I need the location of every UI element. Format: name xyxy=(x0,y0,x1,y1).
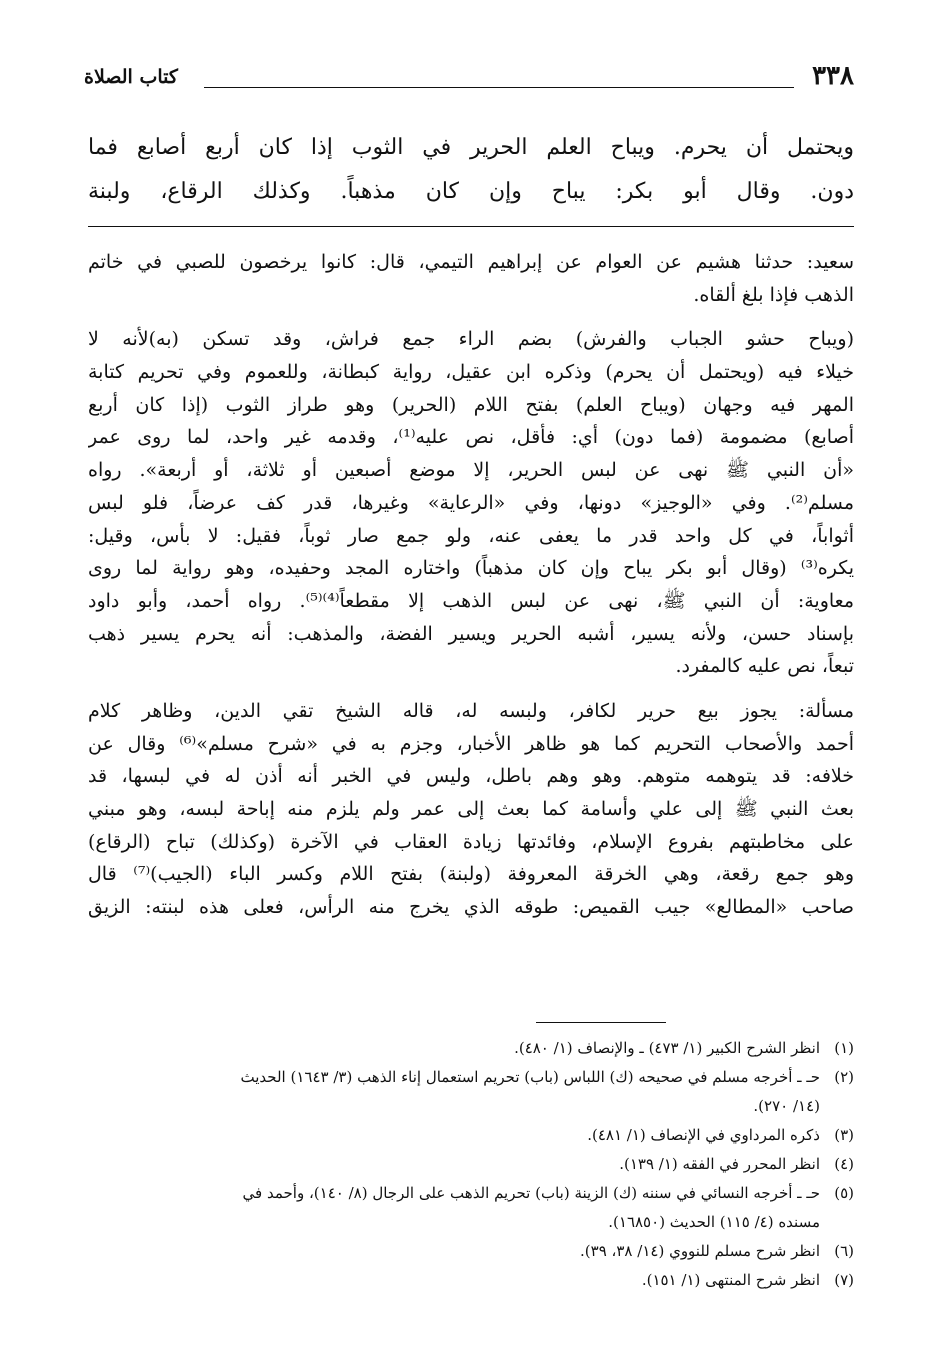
footnote xyxy=(88,1237,854,1266)
main-text-line: دون. وقال أبو بكر: يباح وإن كان مذهباً. وكذلك الرقاع، ولبنة xyxy=(88,179,854,204)
commentary-line: أثواباً، في كل واحد قدر ما يعفى عنه، ولو جمع صار ثوباً، فقيل: لا بأس، وقيل: xyxy=(88,524,854,547)
running-header xyxy=(84,60,854,94)
commentary-line: مسلم⁽²⁾. وفي «الوجيز» دونها، وفي «الرعاية» وغيرها، قدر كف عرضاً، فلو لبس xyxy=(88,491,854,514)
commentary-line: المهر فيه وجهان (ويباح العلم) بفتح اللام (الحرير) وهو طراز الثوب (إذا كان أربع xyxy=(88,393,854,416)
footnote xyxy=(88,1150,854,1179)
footnote-number: (٥) xyxy=(834,1184,854,1202)
footnote-text: انظر الشرح الكبير (١/ ٤٧٣) ـ والإنصاف (١/ ٤٨٠). xyxy=(514,1039,820,1057)
commentary-line: الذهب فإذا بلغ ألقاه. xyxy=(693,283,854,306)
commentary-line: بإسناد حسن، ولأنه يسير، أشبه الحرير ويسير الفضة، والمذهب: أنه يحرم يسير ذهب xyxy=(88,622,854,645)
footnote-text: ذكره المرداوي في الإنصاف (١/ ٤٨١). xyxy=(587,1126,820,1144)
footnote-text: انظر المحرر في الفقه (١/ ١٣٩). xyxy=(619,1155,820,1173)
footnote-text: مسنده (٤/ ١١٥) الحديث (١٦٨٥٠). xyxy=(608,1213,820,1231)
commentary-line: على مخاطبتهم بفروع الإسلام، وفائدتها زيادة العقاب في الآخرة (وكذلك) تباح (الرقاع) xyxy=(88,830,854,853)
commentary-line: خلافه: قد يتوهمه متوهم. وهو وهم باطل، وليس في الخبر أنه أذن له في لبسها، قد xyxy=(88,765,854,788)
footnote xyxy=(88,1266,854,1295)
commentary-line: وهو جمع رقعة، وهي الخرقة المعروفة (ولبنة) بفتح اللام وكسر الباء (الجيب)⁽⁷⁾ قال xyxy=(88,863,854,886)
footnote-number: (١) xyxy=(834,1039,854,1057)
commentary-line: أحمد والأصحاب التحريم كما هو ظاهر الأخبار، وجزم به في «شرح مسلم»⁽⁶⁾ وقال عن xyxy=(88,732,854,755)
commentary-line: صاحب «المطالع» جيب القميص: طوقه الذي يخرج منه الرأس، فعلى هذه لبنته: الزيق xyxy=(88,896,854,919)
main-text-line: ويحتمل أن يحرم. ويباح العلم الحرير في الثوب إذا كان أربع أصابع فما xyxy=(88,135,854,160)
commentary-line: خيلاء فيه (ويحتمل أن يحرم) وذكره ابن عقيل، رواية كبطانة، وللعموم وفي تحريم كتابة xyxy=(88,361,854,384)
footnote-number: (٢) xyxy=(834,1068,854,1086)
commentary-line: «أن النبي ﷺ نهى عن لبس الحرير، إلا موضع أصبعين أو ثلاثة، أو أربعة». رواه xyxy=(88,459,854,482)
commentary-line: تبعاً، نص عليه كالمفرد. xyxy=(675,655,854,678)
footnote xyxy=(88,1121,854,1150)
commentary-line: بعث النبي ﷺ إلى علي وأسامة كما بعث إلى عمر ولم يلزم منه إباحة لبسه، وهو مبني xyxy=(88,798,854,820)
commentary-line: (ويباح حشو الجباب والفرش) بضم الراء جمع فراش، وقد تسكن (به)لأنه لا xyxy=(88,328,854,351)
commentary-line: أصابع) مضمومة (فما دون) أي: فأقل، نص عليه⁽¹⁾، وقدمه غير واحد، لما روى عمر xyxy=(88,426,854,449)
footnotes xyxy=(88,1034,854,1295)
main-text xyxy=(88,126,854,214)
page-number: ٣٣٨ xyxy=(812,61,854,91)
commentary-line: معاوية: أن النبي ﷺ، نهى عن لبس الذهب إلا مقطعاً⁽⁴⁾⁽⁵⁾. رواه أحمد، وأبو داود xyxy=(88,589,854,612)
commentary-separator xyxy=(88,226,854,227)
footnote-separator xyxy=(536,1022,666,1023)
footnote-text: (١٤/ ٢٧٠). xyxy=(753,1097,820,1115)
footnote-text: حـ ـ أخرجه مسلم في صحيحه (ك) اللباس (باب) تحريم استعمال إناء الذهب (٣/ ١٦٤٣) الحديث xyxy=(240,1068,820,1086)
footnote-number: (٤) xyxy=(834,1155,854,1173)
footnote xyxy=(88,1063,854,1121)
footnote-number: (٦) xyxy=(834,1242,854,1260)
commentary-line: مسألة: يجوز بيع حرير لكافر، ولبسه له، قاله الشيخ تقي الدين، وظاهر كلام xyxy=(88,699,854,722)
commentary-line: سعيد: حدثنا هشيم عن العوام عن إبراهيم التيمي، قال: كانوا يرخصون للصبي في خاتم xyxy=(88,251,854,273)
footnote-text: انظر شرح مسلم للنووي (١٤/ ٣٨، ٣٩). xyxy=(580,1242,820,1260)
footnote xyxy=(88,1179,854,1237)
footnote-number: (٣) xyxy=(834,1126,854,1144)
book-title: كتاب الصلاة xyxy=(84,66,178,88)
footnote xyxy=(88,1034,854,1063)
footnote-text: حـ ـ أخرجه النسائي في سننه (ك) الزينة (باب) تحريم الذهب على الرجال (٨/ ١٤٠)، وأحمد في xyxy=(242,1184,820,1202)
header-rule xyxy=(204,87,794,88)
commentary xyxy=(88,246,854,924)
footnote-text: انظر شرح المنتهى (١/ ١٥١). xyxy=(641,1271,820,1289)
footnote-number: (٧) xyxy=(834,1271,854,1289)
commentary-line: يكره⁽³⁾ (وقال أبو بكر يباح وإن كان مذهباً) واختاره المجد وحفيده، وهو رواية لما روى xyxy=(88,557,854,580)
